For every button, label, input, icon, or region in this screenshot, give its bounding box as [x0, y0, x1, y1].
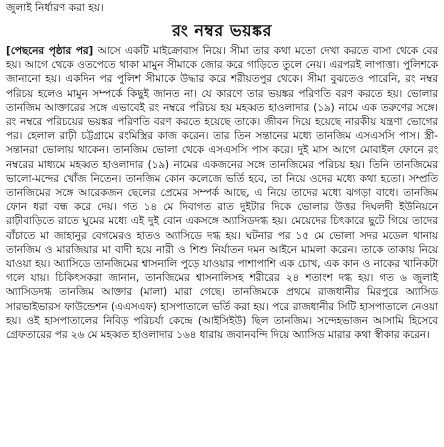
headline: রং নম্বর ভয়ঙ্কর	[172, 21, 272, 40]
continued-label: [পেছনের পৃষ্ঠার পর]	[6, 45, 94, 57]
article-body	[6, 44, 438, 342]
previous-article-tail: জুলাই নির্ধারণ করা হয়।	[6, 2, 104, 14]
article-text: আসে একটি মাইক্রোবাস নিয়ে। সীমা তার কথা মতো দেখা করতে বাসা থেকে বের হয়। আগে থেকে ওতপেতে থাকা মামুন সীমাকে জোর করে গাড়িতে তুলে নেয়। এরপরই লাপাত্তা। পুলিশকে জানানো হয়। একদিন পর পুলিশ সীমাকে উদ্ধার করে শরীয়তপুর থেকে। সীমা বুঝতেও পারেনি, রং নম্বর পরিচয় হলেও মামুন সম্পর্কে কিছুই জানত না। যে কারণে তার ভয়ঙ্কর পরিণতি বরণ করতে হয়। ভোলার তানজিম আক্তারের সঙ্গে এভাবেই রং নম্বরে পরিচয় হয় মহব্বত হাওলাদার (১৯) নামে এক তরুণের সঙ্গে। রং নম্বরে পরিচয়ের ভয়ঙ্কর পরিণতি বরণ করতে হয়েছে তাকে। জীবন দিয়ে হয়েছে নারকীয় যন্ত্রণা ভোগের পর। হেলাল রাঢ়ী চট্টগ্রামে রংমিস্ত্রির কাজ করেন। তার তিন সন্তানের মধ্যে তানজিম এসএসসি পাস। স্ত্রী-সন্তানরা ভোলায় থাকেন। তানজিম ভোলা থেকে এসএসসি পাস করে। দুই মাস আগে মোবাইল ফোনে রং নম্বরের মাধ্যমে মহব্বত হাওলাদার (১৯) নামের একজনের সঙ্গে তানজিমের পরিচয় হয়। তিনি তানজিমের ভালো-মন্দের খোঁজ নিতেন। তানজিম কোন কলেজে ভর্তি হবে, তা নিয়ে ওদের মধ্যে কথা হতো। সম্প্রতি তানজিমের সঙ্গে আরেকজন ছেলের প্রেমের সম্পর্ক আছে, এ নিয়ে তাদের মধ্যে ঝগড়া বাধে। তানজিম ফোন ধরা বন্ধ করে দেয়। গত ১৪ মে দিবাগত রাত দুইটার দিকে ভোলার উত্তর দিঘলদী ইউনিয়নে রাঢ়ীবাড়িতে রাতে ঘুমের মধ্যে এই দুই বোন একসঙ্গে অ্যাসিডদগ্ধ হয়। মেয়েদের চিৎকারে ছুটে গিয়ে তাদের বাঁচাতে মা জাহানুর বেগমেরও হাতও অ্যাসিডে দগ্ধ হয়। ঘটনার পর ১৫ মে ভোলা সদর মডেল থানায় তানজিম ও মারজিয়ার মা বাদী হয়ে নারী ও শিশু নির্যাতন দমন আইনে মামলা করেন। তাকে তাকায় নিয়ে যাওয়া হয়। অ্যাসিডে তানজিমের শ্বাসনালি পুড়ে যাওয়ার পাশাপাশি এক চোখ, এক কান ও নাকের খানিকটা গলে যায়। চিকিৎসকরা জানান, তানজিমের শ্বাসনালিসহ শরীরের ২৪ শতাংশ দগ্ধ হয়। গত ৬ জুলাই অ্যাসিডদগ্ধ তানজিম আক্তার (মালা) মারা গেছে। তানজিমকে প্রথমে রাজধানীর মিরপুরে অ্যাসিড সারভাইভারস ফাউন্ডেশন (এএসএফ) হাসপাতালে ভর্তি করা হয়। পরে রাজধানীর সিটি হাসপাতালে নেওয়া হয়। ওই হাসপাতালের নিবিড় পরিচর্যা কেন্দ্রে (আইসিইউ) ছিল তানজিম। সন্দেহভাজন আসামি হিসেবে গ্রেফতারের পর ২৬ মে মহব্বত হাওলাদার ১৬৪ ধারায় জবানবন্দি দিয়ে অ্যাসিড মারার কথা স্বীকার করেন।	[6, 45, 438, 342]
newspaper-clipping	[6, 0, 438, 447]
